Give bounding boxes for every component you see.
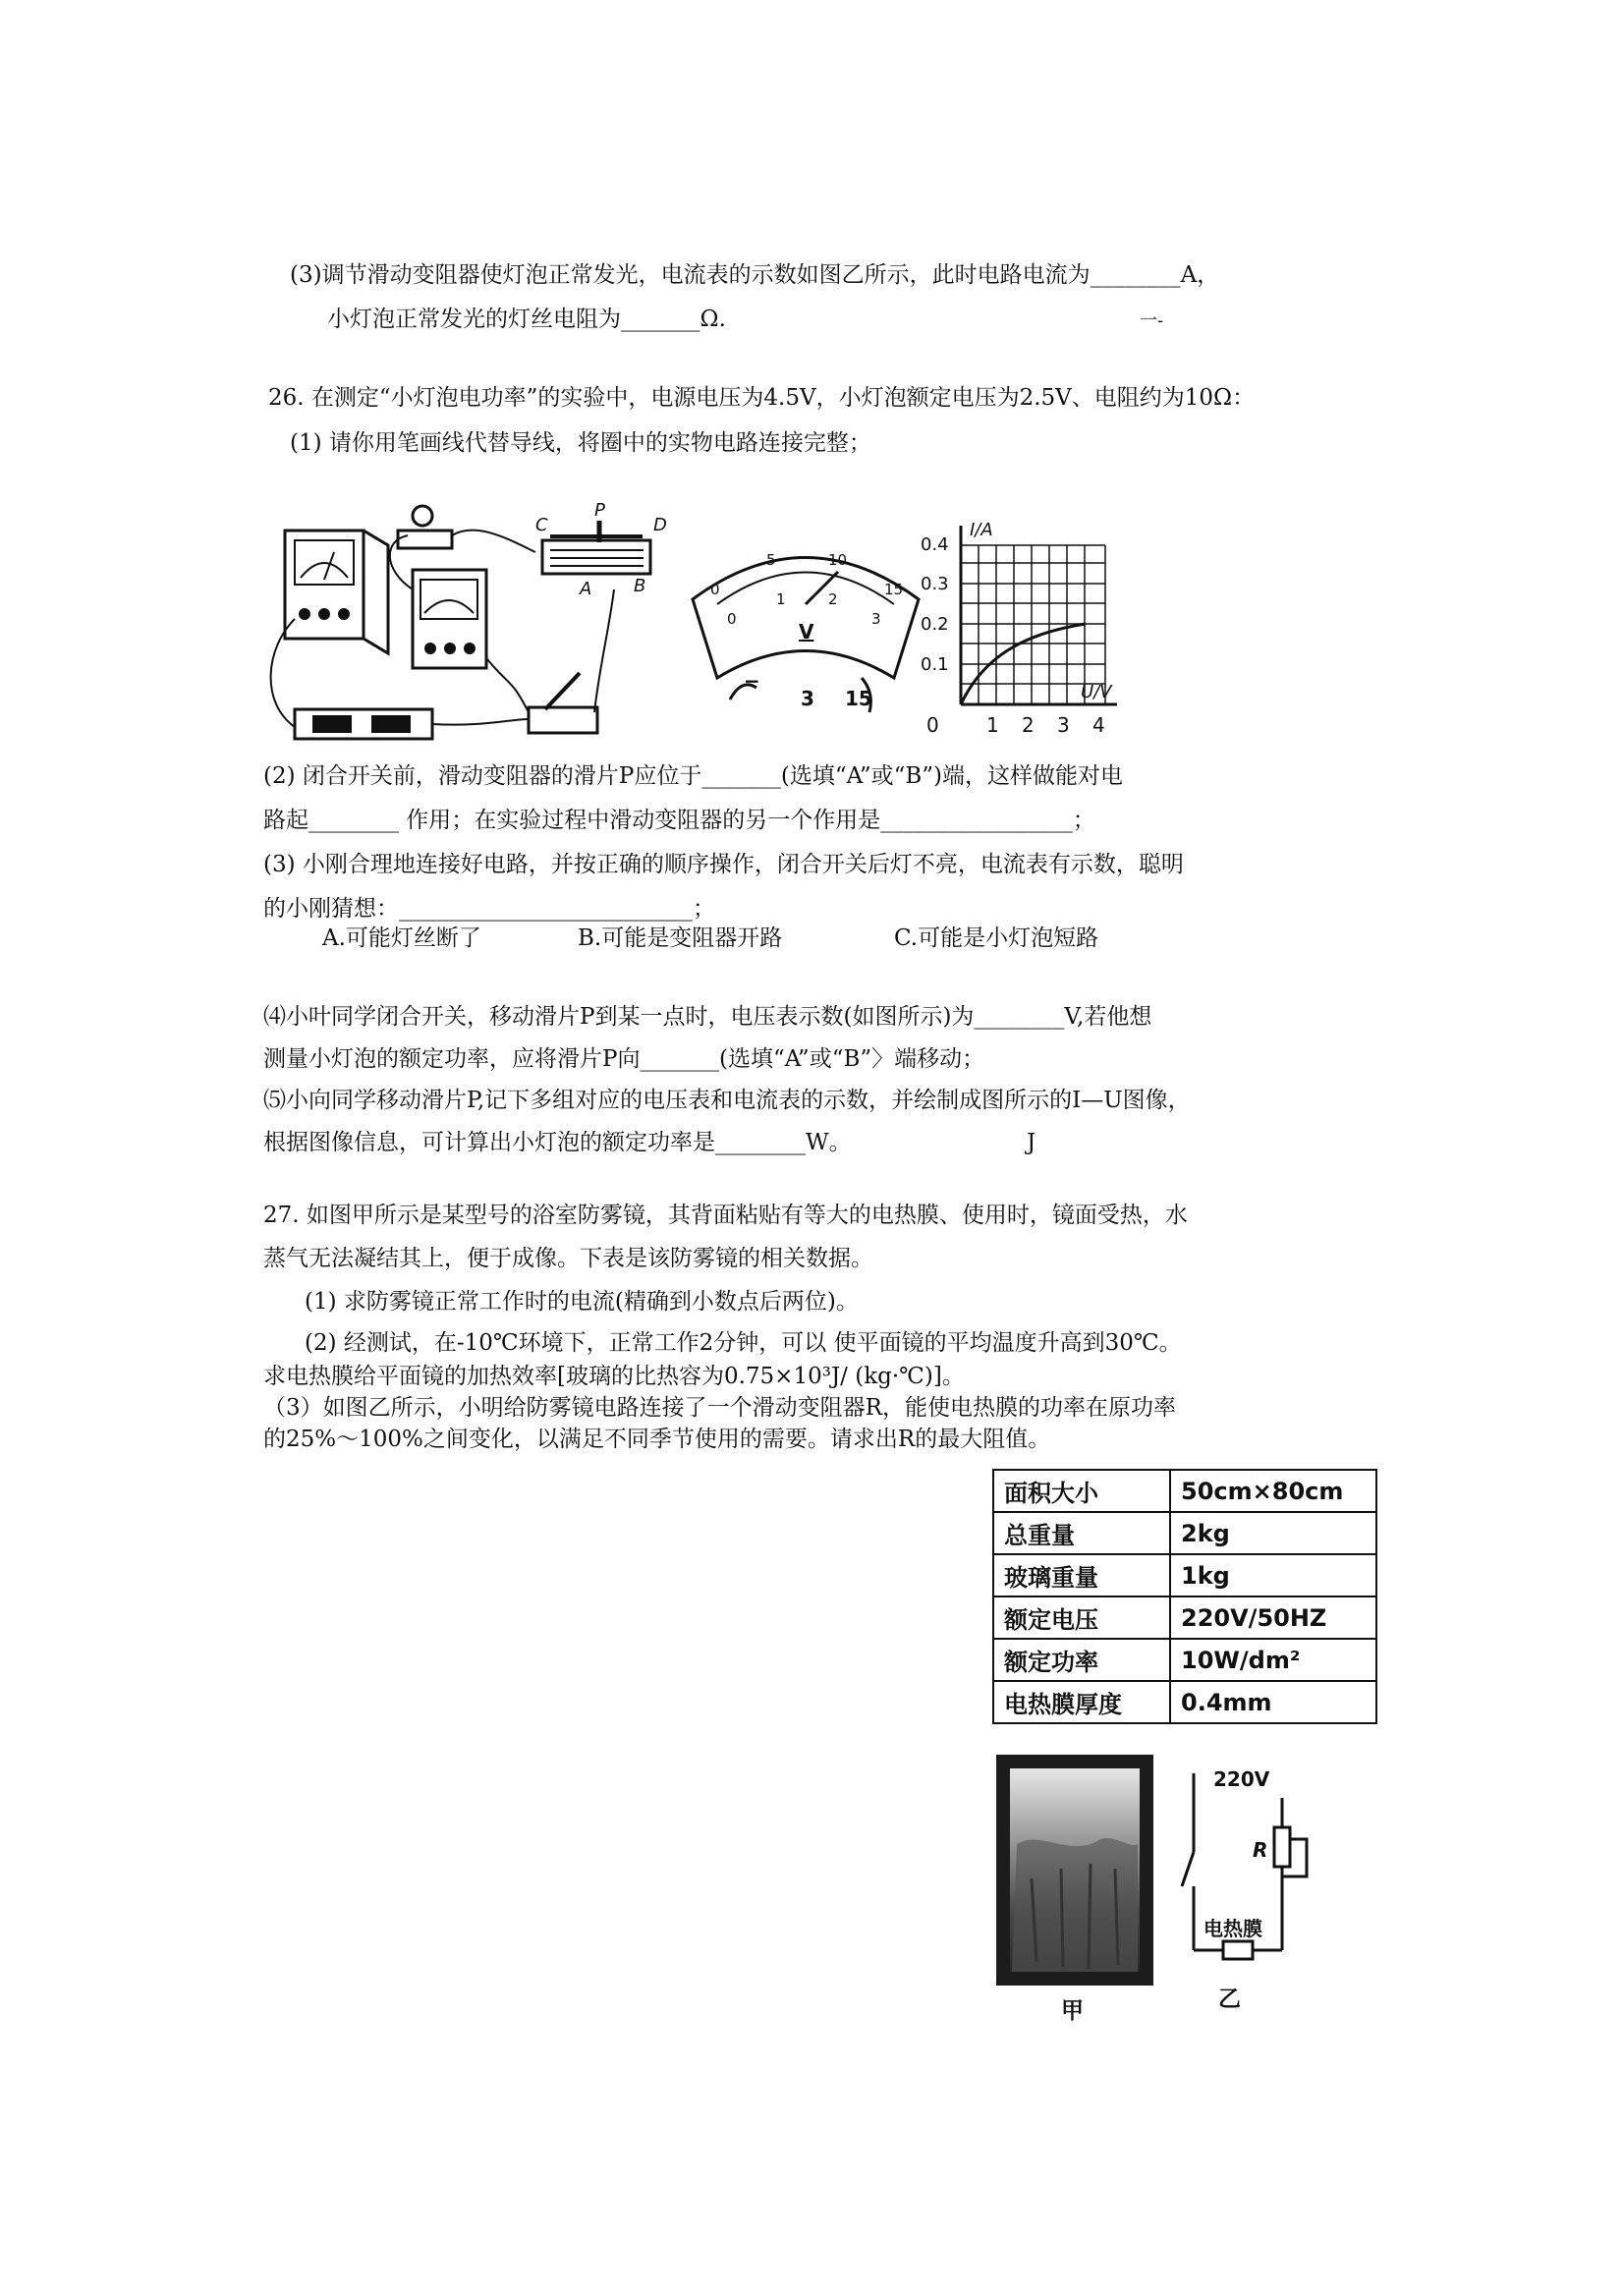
table-key: 额定电压: [993, 1596, 1170, 1639]
terminal-neg: −: [744, 669, 760, 693]
graph-xtick: 4: [1092, 713, 1105, 737]
table-row: [993, 1596, 1376, 1639]
q26-part5-line1: ⑸小向同学移动滑片P,记下多组对应的电压表和电流表的示数，并绘制成图所示的I—U图像，: [263, 1088, 1191, 1113]
table-row: [993, 1639, 1376, 1681]
switch-blade: [1182, 1852, 1194, 1886]
rheostat-label-c: C: [535, 515, 548, 535]
graph-ylabel: I/A: [970, 520, 993, 540]
voltmeter-dial-figure: [683, 531, 928, 727]
terminal-15: 15: [845, 687, 872, 710]
graph-ytick: 0.1: [921, 654, 949, 675]
meter-bottom-3: 3: [871, 610, 881, 628]
option-b: B.可能是变阻器开路: [578, 925, 783, 951]
table-key: 玻璃重量: [993, 1554, 1170, 1596]
q26-stem: 26. 在测定“小灯泡电功率”的实验中，电源电压为4.5V，小灯泡额定电压为2.5V、电阻约为10Ω：: [268, 385, 1256, 411]
mirror-photo: [992, 1751, 1164, 2001]
table-value: 0.4mm: [1170, 1681, 1376, 1723]
caption-yi: 乙: [1218, 1987, 1241, 2012]
graph-xtick: 0: [926, 713, 939, 737]
meter-bottom-0: 0: [727, 610, 737, 628]
table-key: 电热膜厚度: [993, 1681, 1170, 1723]
q26-part1: (1) 请你用笔画线代替导线，将圈中的实物电路连接完整；: [290, 430, 871, 456]
graph-xtick: 1: [986, 713, 999, 737]
q27-part3-line1: （3）如图乙所示，小明给防雾镜电路连接了一个滑动变阻器R，能使电热膜的功率在原功率: [263, 1395, 1176, 1421]
rheostat-label-d: D: [653, 515, 667, 535]
terminal-3: 3: [801, 687, 814, 710]
circuit-r-label: R: [1253, 1838, 1268, 1862]
stray-mark: J: [1027, 1130, 1036, 1155]
table-key: 面积大小: [993, 1470, 1170, 1512]
table-value: 2kg: [1170, 1512, 1376, 1554]
meter-top-10: 10: [828, 551, 848, 569]
option-a: A.可能灯丝断了: [322, 925, 481, 951]
graph-xtick: 3: [1057, 713, 1070, 737]
table-value: 10W/dm²: [1170, 1639, 1376, 1681]
rheostat-label-b: B: [634, 576, 646, 596]
meter-bottom-1: 1: [776, 590, 786, 608]
spec-table: [992, 1469, 1377, 1724]
apparatus-figure: [265, 491, 688, 756]
circuit-film-label: 电热膜: [1203, 1917, 1262, 1940]
bulb-icon: [398, 506, 452, 548]
meter-bottom-2: 2: [828, 590, 838, 608]
q27-part1: (1) 求防雾镜正常工作时的电流(精确到小数点后两位)。: [305, 1289, 859, 1315]
q26-part5-line2: 根据图像信息，可计算出小灯泡的额定功率是________W。: [263, 1130, 852, 1155]
meter-unit: V: [799, 620, 814, 644]
graph-ytick: 0.3: [921, 574, 949, 594]
table-row: [993, 1554, 1376, 1596]
voltmeter-icon: [413, 570, 486, 668]
rheostat-r: [1274, 1827, 1290, 1867]
q25-part3-line2: 小灯泡正常发光的灯丝电阻为_______Ω.: [327, 307, 726, 332]
meter-top-0: 0: [710, 581, 720, 598]
table-row: [993, 1681, 1376, 1723]
meter-top-5: 5: [766, 551, 776, 569]
meter-top-15: 15: [884, 581, 904, 598]
q25-part3-line1: (3)调节滑动变阻器使灯泡正常发光，电流表的示数如图乙所示，此时电路电流为________A，: [290, 262, 1220, 288]
q26-part3-line1: (3) 小刚合理地连接好电路，并按正确的顺序操作，闭合开关后灯不亮，电流表有示数，聪明: [263, 852, 1184, 877]
table-value: 220V/50HZ: [1170, 1596, 1376, 1639]
q26-part2-line2: 路起________ 作用；在实验过程中滑动变阻器的另一个作用是_________________；: [263, 808, 1095, 833]
q27-stem-line1: 27. 如图甲所示是某型号的浴室防雾镜，其背面粘贴有等大的电热膜、使用时，镜面受热，水: [263, 1203, 1188, 1228]
graph-ytick: 0.2: [921, 614, 949, 635]
caption-jia: 甲: [1061, 1998, 1084, 2024]
q27-stem-line2: 蒸气无法凝结其上，便于成像。下表是该防雾镜的相关数据。: [263, 1246, 873, 1271]
q26-part3-line2: 的小刚猜想：__________________________；: [263, 896, 715, 922]
graph-ytick: 0.4: [921, 534, 949, 555]
option-c: C.可能是小灯泡短路: [894, 925, 1099, 951]
battery-icon: [295, 709, 432, 739]
circuit-diagram: [1174, 1759, 1346, 1985]
rheostat-label-p: P: [594, 500, 605, 521]
circuit-voltage: 220V: [1213, 1767, 1270, 1791]
stray-mark: 一-: [1140, 310, 1164, 331]
table-key: 总重量: [993, 1512, 1170, 1554]
table-row: [993, 1470, 1376, 1512]
iu-graph: [909, 511, 1120, 742]
graph-xlabel: U/V: [1081, 682, 1112, 702]
switch-icon: [529, 673, 597, 733]
table-key: 额定功率: [993, 1639, 1170, 1681]
table-value: 50cm×80cm: [1170, 1470, 1376, 1512]
q27-part2-line2: 求电热膜给平面镜的加热效率[玻璃的比热容为0.75×10³J/ (kg·℃)]。: [263, 1364, 965, 1389]
q26-part4-line2: 测量小灯泡的额定功率，应将滑片P向_______(选填“A”或“B”〉端移动；: [263, 1046, 985, 1072]
q26-part2-line1: (2) 闭合开关前，滑动变阻器的滑片P应位于_______(选填“A”或“B”)端，这样做能对电: [263, 763, 1123, 789]
film-resistor: [1223, 1941, 1253, 1959]
table-value: 1kg: [1170, 1554, 1376, 1596]
rheostat-label-a: A: [580, 579, 592, 599]
q27-part3-line2: 的25%～100%之间变化，以满足不同季节使用的需要。请求出R的最大阻值。: [263, 1427, 1051, 1452]
table-row: [993, 1512, 1376, 1554]
rheostat-icon: [535, 500, 667, 599]
ammeter-icon: [285, 531, 388, 653]
graph-xtick: 2: [1022, 713, 1035, 737]
q27-part2-line1: (2) 经测试，在-10℃环境下，正常工作2分钟，可以 使平面镜的平均温度升高到30℃。: [305, 1330, 1182, 1356]
q26-part4-line1: ⑷小叶同学闭合开关，移动滑片P到某一点时，电压表示数(如图所示)为________V,若他想: [263, 1004, 1152, 1030]
